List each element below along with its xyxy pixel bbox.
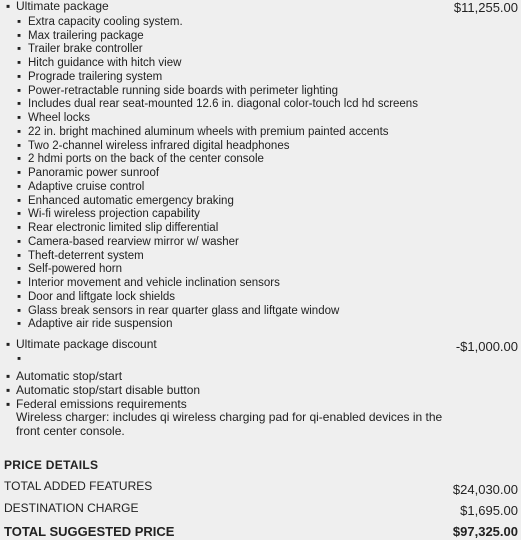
list-item: ▪ 22 in. bright machined aluminum wheels with premium painted accents <box>17 126 389 138</box>
ultimate-package-price: $11,255.00 <box>453 0 518 15</box>
price-row-value: $1,695.00 <box>460 503 518 518</box>
list-item: ▪ Panoramic power sunroof <box>17 167 160 179</box>
price-row-label: TOTAL ADDED FEATURES <box>4 479 153 493</box>
price-row-value: $24,030.00 <box>452 482 518 497</box>
list-item: ▪ Two 2-channel wireless infrared digital headphones <box>17 140 290 152</box>
discount-label-row <box>6 337 157 351</box>
price-details-heading: PRICE DETAILS <box>4 458 99 472</box>
list-item: ▪ Extra capacity cooling system. <box>17 16 183 28</box>
total-label: TOTAL SUGGESTED PRICE <box>4 524 175 539</box>
list-item: ▪ Door and liftgate lock shields <box>17 291 176 303</box>
list-item: ▪ Enhanced automatic emergency braking <box>17 195 234 207</box>
list-item: ▪ 2 hdmi ports on the back of the center console <box>17 153 264 165</box>
price-row-label: DESTINATION CHARGE <box>4 501 139 515</box>
ultimate-package-label: Ultimate package <box>16 0 109 13</box>
discount-sub-item: ▪ <box>17 353 22 365</box>
list-item: ▪ Automatic stop/start disable button <box>6 383 201 397</box>
list-item: ▪ Glass break sensors in rear quarter glass and liftgate window <box>17 305 340 317</box>
ultimate-package-label-row <box>6 0 109 13</box>
price-row-destination <box>4 501 518 517</box>
list-item: ▪ Includes dual rear seat-mounted 12.6 in. diagonal color-touch lcd hd screens <box>17 98 418 110</box>
list-item: ▪ Wheel locks <box>17 112 90 124</box>
list-item: ▪ Power-retractable running side boards with perimeter lighting <box>17 85 339 97</box>
total-value: $97,325.00 <box>452 524 518 539</box>
list-item: ▪ Adaptive cruise control <box>17 181 145 193</box>
discount-label: Ultimate package discount <box>16 337 157 351</box>
list-item: ▪ Trailer brake controller <box>17 43 143 55</box>
list-item: ▪ Theft-deterrent system <box>17 250 144 262</box>
bullet-icon: ▪ <box>6 337 11 351</box>
list-item: ▪ Prograde trailering system <box>17 71 163 83</box>
list-item: ▪ Rear electronic limited slip differential <box>17 222 219 234</box>
discount-price: -$1,000.00 <box>455 339 518 354</box>
list-item: ▪ Federal emissions requirements <box>6 397 187 411</box>
list-item: ▪ Hitch guidance with hitch view <box>17 57 182 69</box>
list-item: ▪ Interior movement and vehicle inclination sensors <box>17 277 280 289</box>
list-item: ▪ Camera-based rearview mirror w/ washer <box>17 236 239 248</box>
list-item: ▪ Self-powered horn <box>17 263 122 275</box>
bullet-icon: ▪ <box>6 0 11 13</box>
list-item: ▪ Automatic stop/start <box>6 369 123 383</box>
price-row-added-features <box>4 479 518 495</box>
list-item: Wireless charger: includes qi wireless charging pad for qi-enabled devices in the front center console. <box>16 410 443 438</box>
list-item: ▪ Wi-fi wireless projection capability <box>17 208 200 220</box>
price-row-total <box>4 524 518 540</box>
list-item: ▪ Adaptive air ride suspension <box>17 318 173 330</box>
list-item: ▪ Max trailering package <box>17 30 144 42</box>
